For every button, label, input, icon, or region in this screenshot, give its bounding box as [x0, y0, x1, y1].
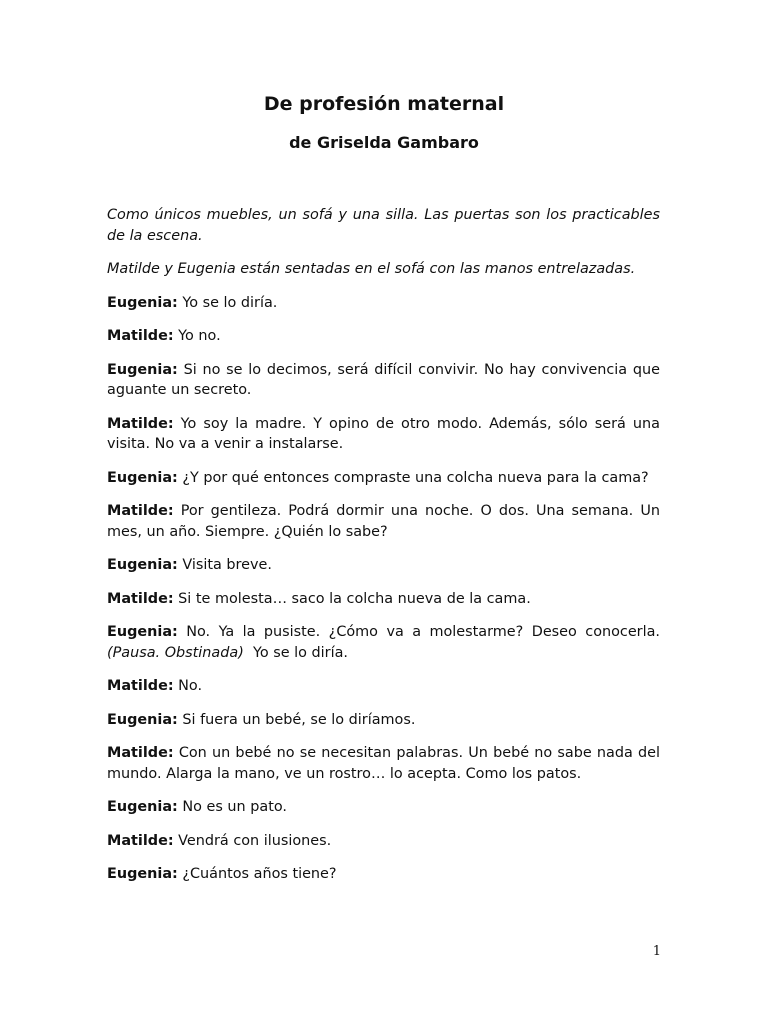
speaker-name: Eugenia:: [107, 557, 178, 573]
speaker-name: Eugenia:: [107, 866, 178, 882]
dialogue-text: Si fuera un bebé, se lo diríamos.: [182, 711, 416, 728]
speaker-name: Matilde:: [107, 415, 174, 432]
dialogue-text: Con un bebé no se necesitan palabras. Un bebé no sabe nada del mundo. Alarga la mano, ve un rostro… lo acepta. Como los patos.: [107, 745, 660, 782]
dialogue-text: Visita breve.: [182, 557, 272, 573]
dialogue-text: No. Ya la pusiste. ¿Cómo va a molestarme? Deseo conocerla.: [186, 624, 660, 640]
dialogue-line: [107, 326, 660, 347]
dialogue-text: Yo no.: [178, 328, 221, 344]
stage-direction: Matilde y Eugenia están sentadas en el sofá con las manos entrelazadas.: [107, 261, 636, 277]
dialogue-line: [107, 622, 660, 663]
dialogue-line: [107, 414, 660, 455]
speaker-name: Matilde:: [107, 503, 174, 519]
dialogue-line: [107, 360, 660, 401]
dialogue-text: Por gentileza. Podrá dormir una noche. O dos. Una semana. Un mes, un año. Siempre. ¿Quién lo sabe?: [107, 503, 660, 540]
document-body: [107, 205, 660, 898]
speaker-name: Eugenia:: [107, 711, 178, 728]
speaker-name: Eugenia:: [107, 294, 178, 311]
dialogue-text: Si te molesta… saco la colcha nueva de la cama.: [178, 590, 531, 607]
dialogue-line: [107, 676, 660, 697]
document-title: De profesión maternal: [263, 93, 505, 115]
dialogue-line: [107, 831, 660, 852]
speaker-name: Eugenia:: [107, 469, 178, 486]
dialogue-line: [107, 743, 660, 784]
speaker-name: Eugenia:: [107, 624, 178, 640]
dialogue-text: No.: [178, 678, 203, 694]
dialogue-text: Vendrá con ilusiones.: [178, 832, 332, 849]
speaker-name: Matilde:: [107, 328, 174, 344]
dialogue-text: ¿Cuántos años tiene?: [182, 866, 337, 882]
dialogue-text: Yo se lo diría.: [182, 294, 278, 311]
dialogue-line: [107, 555, 660, 576]
dialogue-line: [107, 797, 660, 818]
dialogue-text: Si no se lo decimos, será difícil convivir. No hay convivencia que aguante un secreto.: [107, 361, 660, 398]
dialogue-line: [107, 293, 660, 314]
speaker-name: Eugenia:: [107, 361, 178, 378]
dialogue-text: Yo se lo diría.: [252, 644, 348, 661]
dialogue-text: Yo soy la madre. Y opino de otro modo. Además, sólo será una visita. No va a venir a instalarse.: [107, 415, 660, 452]
dialogue-line: [107, 864, 660, 885]
document-subtitle: de Griselda Gambaro: [289, 133, 479, 152]
dialogue-line: [107, 589, 660, 610]
speaker-name: Matilde:: [107, 678, 174, 694]
page-number: 1: [652, 944, 661, 959]
dialogue-text: ¿Y por qué entonces compraste una colcha nueva para la cama?: [182, 469, 649, 486]
dialogue-line: [107, 710, 660, 731]
inline-stage-direction: (Pausa. Obstinada): [107, 644, 244, 661]
speaker-name: Eugenia:: [107, 799, 178, 815]
speaker-name: Matilde:: [107, 832, 174, 849]
dialogue-line: [107, 468, 660, 489]
speaker-name: Matilde:: [107, 590, 174, 607]
dialogue-text: No es un pato.: [182, 799, 287, 815]
stage-direction: Como únicos muebles, un sofá y una silla. Las puertas son los practicables de la escena.: [107, 207, 660, 244]
speaker-name: Matilde:: [107, 745, 174, 761]
dialogue-line: [107, 501, 660, 542]
